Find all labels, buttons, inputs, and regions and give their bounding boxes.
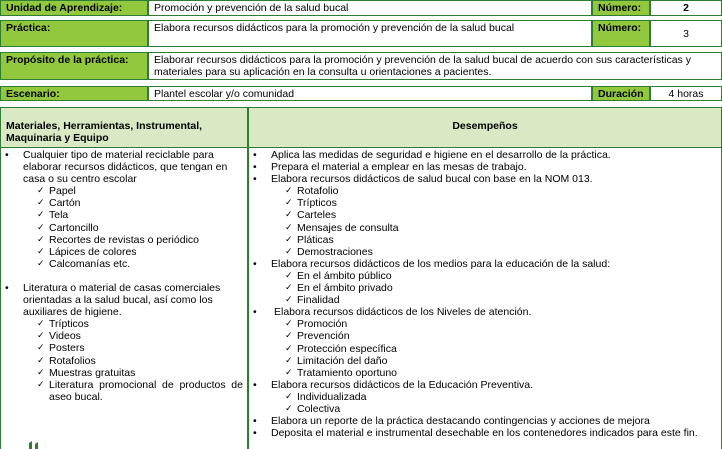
list-item: ✓ Carteles xyxy=(285,209,715,221)
desempeno-1: • Aplica las medidas de seguridad e higiene en el desarrollo de la práctica. xyxy=(249,149,715,161)
numero-value-2: 3 xyxy=(650,20,722,47)
practica-row xyxy=(0,20,722,47)
desempeno-8: • Deposita el material e instrumental desechable en los contenedores indicados para este fin. xyxy=(249,427,715,439)
materiales-item-1-text: • Cualquier tipo de material reciclable para elaborar recursos didácticos, que tengan en casa o su centro escolar xyxy=(23,149,228,186)
unidad-label: Unidad de Aprendizaje: xyxy=(0,0,148,16)
desempeno-6-text: • Elabora recursos didácticos de la Educación Preventiva. xyxy=(271,378,534,391)
numero-label-1: Número: xyxy=(592,0,650,16)
desempeno-3 xyxy=(249,173,715,258)
materiales-item-2-text: • Literatura o material de casas comerciales orientadas a la salud bucal, así como los auxiliares de higiene. xyxy=(23,281,221,319)
list-item: ✓ Literatura promocional de productos de aseo bucal. xyxy=(37,379,243,403)
list-item: ✓ Pláticas xyxy=(285,234,715,246)
materiales-header: Materiales, Herramientas, Instrumental, Maquinaria y Equipo xyxy=(0,107,248,148)
unidad-row xyxy=(0,0,722,16)
list-item: ✓ Lápices de colores xyxy=(37,246,243,258)
numero-value-1: 2 xyxy=(650,0,722,16)
list-item: ✓ Cartoncillo xyxy=(37,222,243,234)
list-item: ✓ En el ámbito privado xyxy=(285,282,715,294)
list-item: ✓ Tela xyxy=(37,209,243,221)
list-item: ✓ Rotafolio xyxy=(285,185,715,197)
list-item: ✓ Protección específica xyxy=(285,343,715,355)
list-item: ✓ Individualizada xyxy=(285,391,715,403)
logo-icon xyxy=(27,441,45,449)
escenario-value: Plantel escolar y/o comunidad xyxy=(148,86,592,101)
materiales-item-1 xyxy=(1,149,243,282)
practica-label: Práctica: xyxy=(0,20,148,47)
desempeno-4-text: • Elabora recursos didácticos de los medios para la educación de la salud: xyxy=(271,257,611,270)
desempeno-3-text: • Elabora recursos didácticos de salud bucal con base en la NOM 013. xyxy=(271,173,593,186)
list-item: ✓ Trípticos xyxy=(285,197,715,209)
list-item: ✓ Colectiva xyxy=(285,403,715,415)
duracion-value: 4 horas xyxy=(650,86,722,101)
desempeno-5-text: • Elabora recursos didácticos de los Niveles de atención. xyxy=(274,306,532,319)
list-item: ✓ Promoción xyxy=(285,318,715,330)
list-item: ✓ Tratamiento oportuno xyxy=(285,367,715,379)
list-item: ✓ Prevención xyxy=(285,330,715,342)
proposito-label: Propósito de la práctica: xyxy=(0,52,148,80)
body-area xyxy=(0,147,722,449)
list-item: ✓ En el ámbito público xyxy=(285,270,715,282)
list-item: ✓ Demostraciones xyxy=(285,246,715,258)
materiales-item-2 xyxy=(1,282,243,403)
escenario-label: Escenario: xyxy=(0,86,148,101)
materiales-column xyxy=(0,147,248,449)
list-item: ✓ Recortes de revistas o periódico xyxy=(37,234,243,246)
columns-header-row xyxy=(0,107,722,148)
list-item: ✓ Finalidad xyxy=(285,294,715,306)
desempenos-column xyxy=(248,147,722,449)
proposito-row xyxy=(0,52,722,80)
practica-value: Elabora recursos didácticos para la promoción y prevención de la salud bucal xyxy=(148,20,592,47)
escenario-row xyxy=(0,86,722,101)
proposito-value: Elaborar recursos didácticos para la promoción y prevención de la salud bucal de acuerdo con sus características y materiales para su aplicación en la consulta u orientaciones a pacientes. xyxy=(148,52,722,80)
list-item: ✓ Rotafolios xyxy=(37,355,243,367)
unidad-value: Promoción y prevención de la salud bucal xyxy=(148,0,592,16)
list-item: ✓ Posters xyxy=(37,342,243,354)
desempeno-4 xyxy=(249,258,715,306)
list-item: ✓ Mensajes de consulta xyxy=(285,222,715,234)
list-item: ✓ Trípticos xyxy=(37,318,243,330)
list-item: ✓ Cartón xyxy=(37,197,243,209)
desempeno-5 xyxy=(249,306,715,379)
list-item: ✓ Calcomanías etc. xyxy=(37,258,243,270)
list-item: ✓ Papel xyxy=(37,185,243,197)
list-item: ✓ Limitación del daño xyxy=(285,355,715,367)
duracion-label: Duración xyxy=(592,86,650,101)
desempeno-2: • Prepara el material a emplear en las mesas de trabajo. xyxy=(249,161,715,173)
list-item: ✓ Videos xyxy=(37,330,243,342)
list-item: ✓ Muestras gratuitas xyxy=(37,367,243,379)
desempeno-6 xyxy=(249,379,715,415)
desempeno-7: • Elabora un reporte de la práctica destacando contingencias y acciones de mejora xyxy=(249,415,715,427)
desempenos-header: Desempeños xyxy=(248,107,722,148)
numero-label-2: Número: xyxy=(592,20,650,47)
